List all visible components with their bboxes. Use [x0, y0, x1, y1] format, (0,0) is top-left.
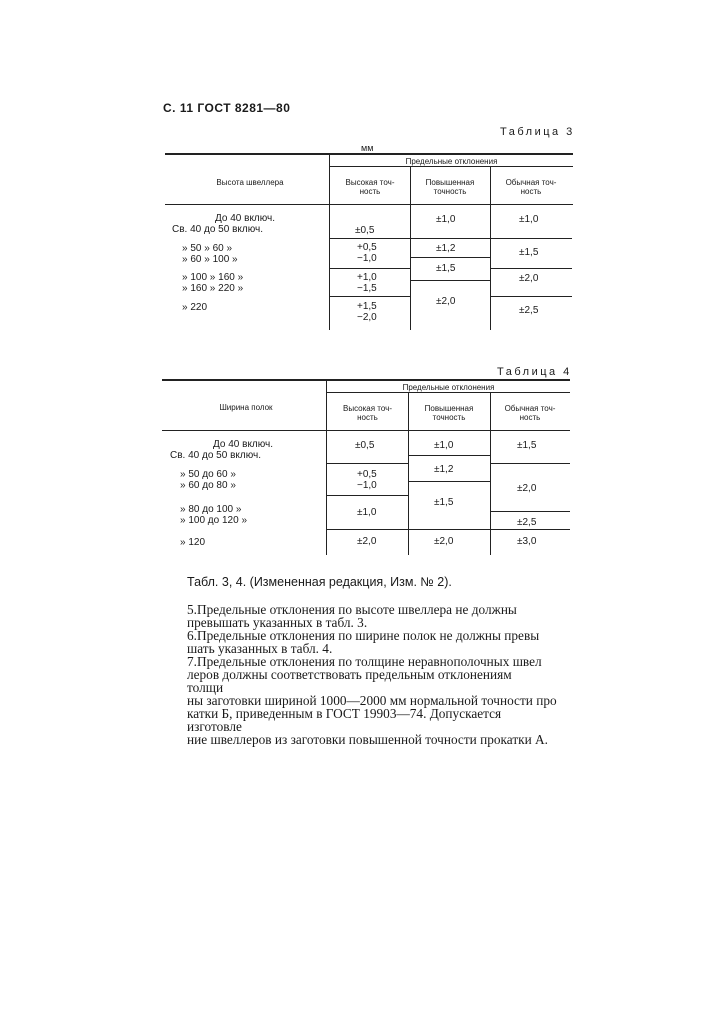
table-3-high-value: −2,0 [357, 312, 377, 323]
table-3-normal-value: ±2,5 [519, 305, 539, 316]
table-4-raised-value: ±1,5 [434, 497, 454, 508]
table-3-col-high: Высокая точ- ность [345, 178, 395, 196]
table-3-col-normal: Обычная точ- ность [505, 178, 557, 196]
table-4-row: Св. 40 до 50 включ. [170, 450, 261, 461]
table-3-row: До 40 включ. [215, 213, 276, 224]
note-line: 7.Предельные отклонения по толщине неравнополочных швел [187, 654, 542, 669]
table-4-high-value: −1,0 [357, 480, 377, 491]
table-3-high-value: +1,0 [357, 272, 377, 283]
table-3-row: Св. 40 до 50 включ. [172, 224, 263, 235]
note-line: 5.Предельные отклонения по высоте швеллера не должны [187, 602, 517, 617]
table-3-col-raised: Повышенная точность [425, 178, 475, 196]
table-4-col-high: Высокая точ- ность [343, 404, 392, 422]
table-3-high-value: +1,5 [357, 301, 377, 312]
table-4-group-header: Предельные отклонения [402, 383, 495, 392]
table-4-high-value: ±1,0 [357, 507, 377, 518]
amendment-note: Табл. 3, 4. (Измененная редакция, Изм. № 2). [187, 575, 452, 589]
table-3-raised-value: ±1,0 [436, 214, 456, 225]
note-line: изготовле [187, 719, 242, 734]
table-3-raised-value: ±1,2 [436, 243, 456, 254]
table-3-group-header: Предельные отклонения [405, 157, 498, 166]
table-3-raised-value: ±2,0 [436, 296, 456, 307]
table-4-normal-value: ±1,5 [517, 440, 537, 451]
table-4-raised-value: ±2,0 [434, 536, 454, 547]
note-line: превышать указанных в табл. 3. [187, 615, 368, 630]
table-4-raised-value: ±1,0 [434, 440, 454, 451]
table-4-col-label: Ширина полок [219, 403, 273, 412]
table-4-normal-value: ±2,5 [517, 517, 537, 528]
table-4-col-normal: Обычная точ- ность [504, 404, 556, 422]
page-header: С. 11 ГОСТ 8281—80 [163, 101, 291, 115]
table-3-row: » 50 » 60 » [182, 243, 233, 254]
table-3-row: » 100 » 160 » [182, 272, 244, 283]
table-4-high-value: ±0,5 [355, 440, 375, 451]
table-4-row: » 100 до 120 » [180, 515, 248, 526]
table-3-row: » 160 » 220 » [182, 283, 244, 294]
table-4-col-raised: Повышенная точность [424, 404, 474, 422]
table-4-row: » 50 до 60 » [180, 469, 236, 480]
table-3-caption: Таблица 3 [500, 126, 575, 138]
table-3-high-value: +0,5 [357, 242, 377, 253]
table-4-row: » 120 [180, 537, 206, 548]
table-4-normal-value: ±2,0 [517, 483, 537, 494]
table-3-normal-value: ±1,5 [519, 247, 539, 258]
table-4-row: До 40 включ. [213, 439, 274, 450]
note-line: ние швеллеров из заготовки повышенной точности прокатки А. [187, 732, 548, 747]
table-3-raised-value: ±1,5 [436, 263, 456, 274]
table-3-row: » 60 » 100 » [182, 254, 238, 265]
table-4-row: » 80 до 100 » [180, 504, 242, 515]
table-4-high-value: +0,5 [357, 469, 377, 480]
table-3-normal-value: ±1,0 [519, 214, 539, 225]
table-3-row: » 220 [182, 302, 208, 313]
note-line: шать указанных в табл. 4. [187, 641, 333, 656]
table-4-raised-value: ±1,2 [434, 464, 454, 475]
note-line: ны заготовки шириной 1000—2000 мм нормальной точности про [187, 693, 557, 708]
table-3-normal-value: ±2,0 [519, 273, 539, 284]
table-4-normal-value: ±3,0 [517, 536, 537, 547]
note-line: катки Б, приведенным в ГОСТ 19903—74. Допускается [187, 706, 502, 721]
table-3-high-value: ±0,5 [355, 225, 375, 236]
note-line: 6.Предельные отклонения по ширине полок не должны превы [187, 628, 540, 643]
table-3-col-label: Высота швеллера [216, 178, 284, 187]
table-4-high-value: ±2,0 [357, 536, 377, 547]
table-3-high-value: −1,0 [357, 253, 377, 264]
note-line: толщи [187, 680, 224, 695]
table-4-row: » 60 до 80 » [180, 480, 236, 491]
table-3-unit: мм [361, 143, 374, 153]
table-3-high-value: −1,5 [357, 283, 377, 294]
table-4-caption: Таблица 4 [497, 366, 572, 378]
note-line: леров должны соответствовать предельным отклонениям [187, 667, 512, 682]
